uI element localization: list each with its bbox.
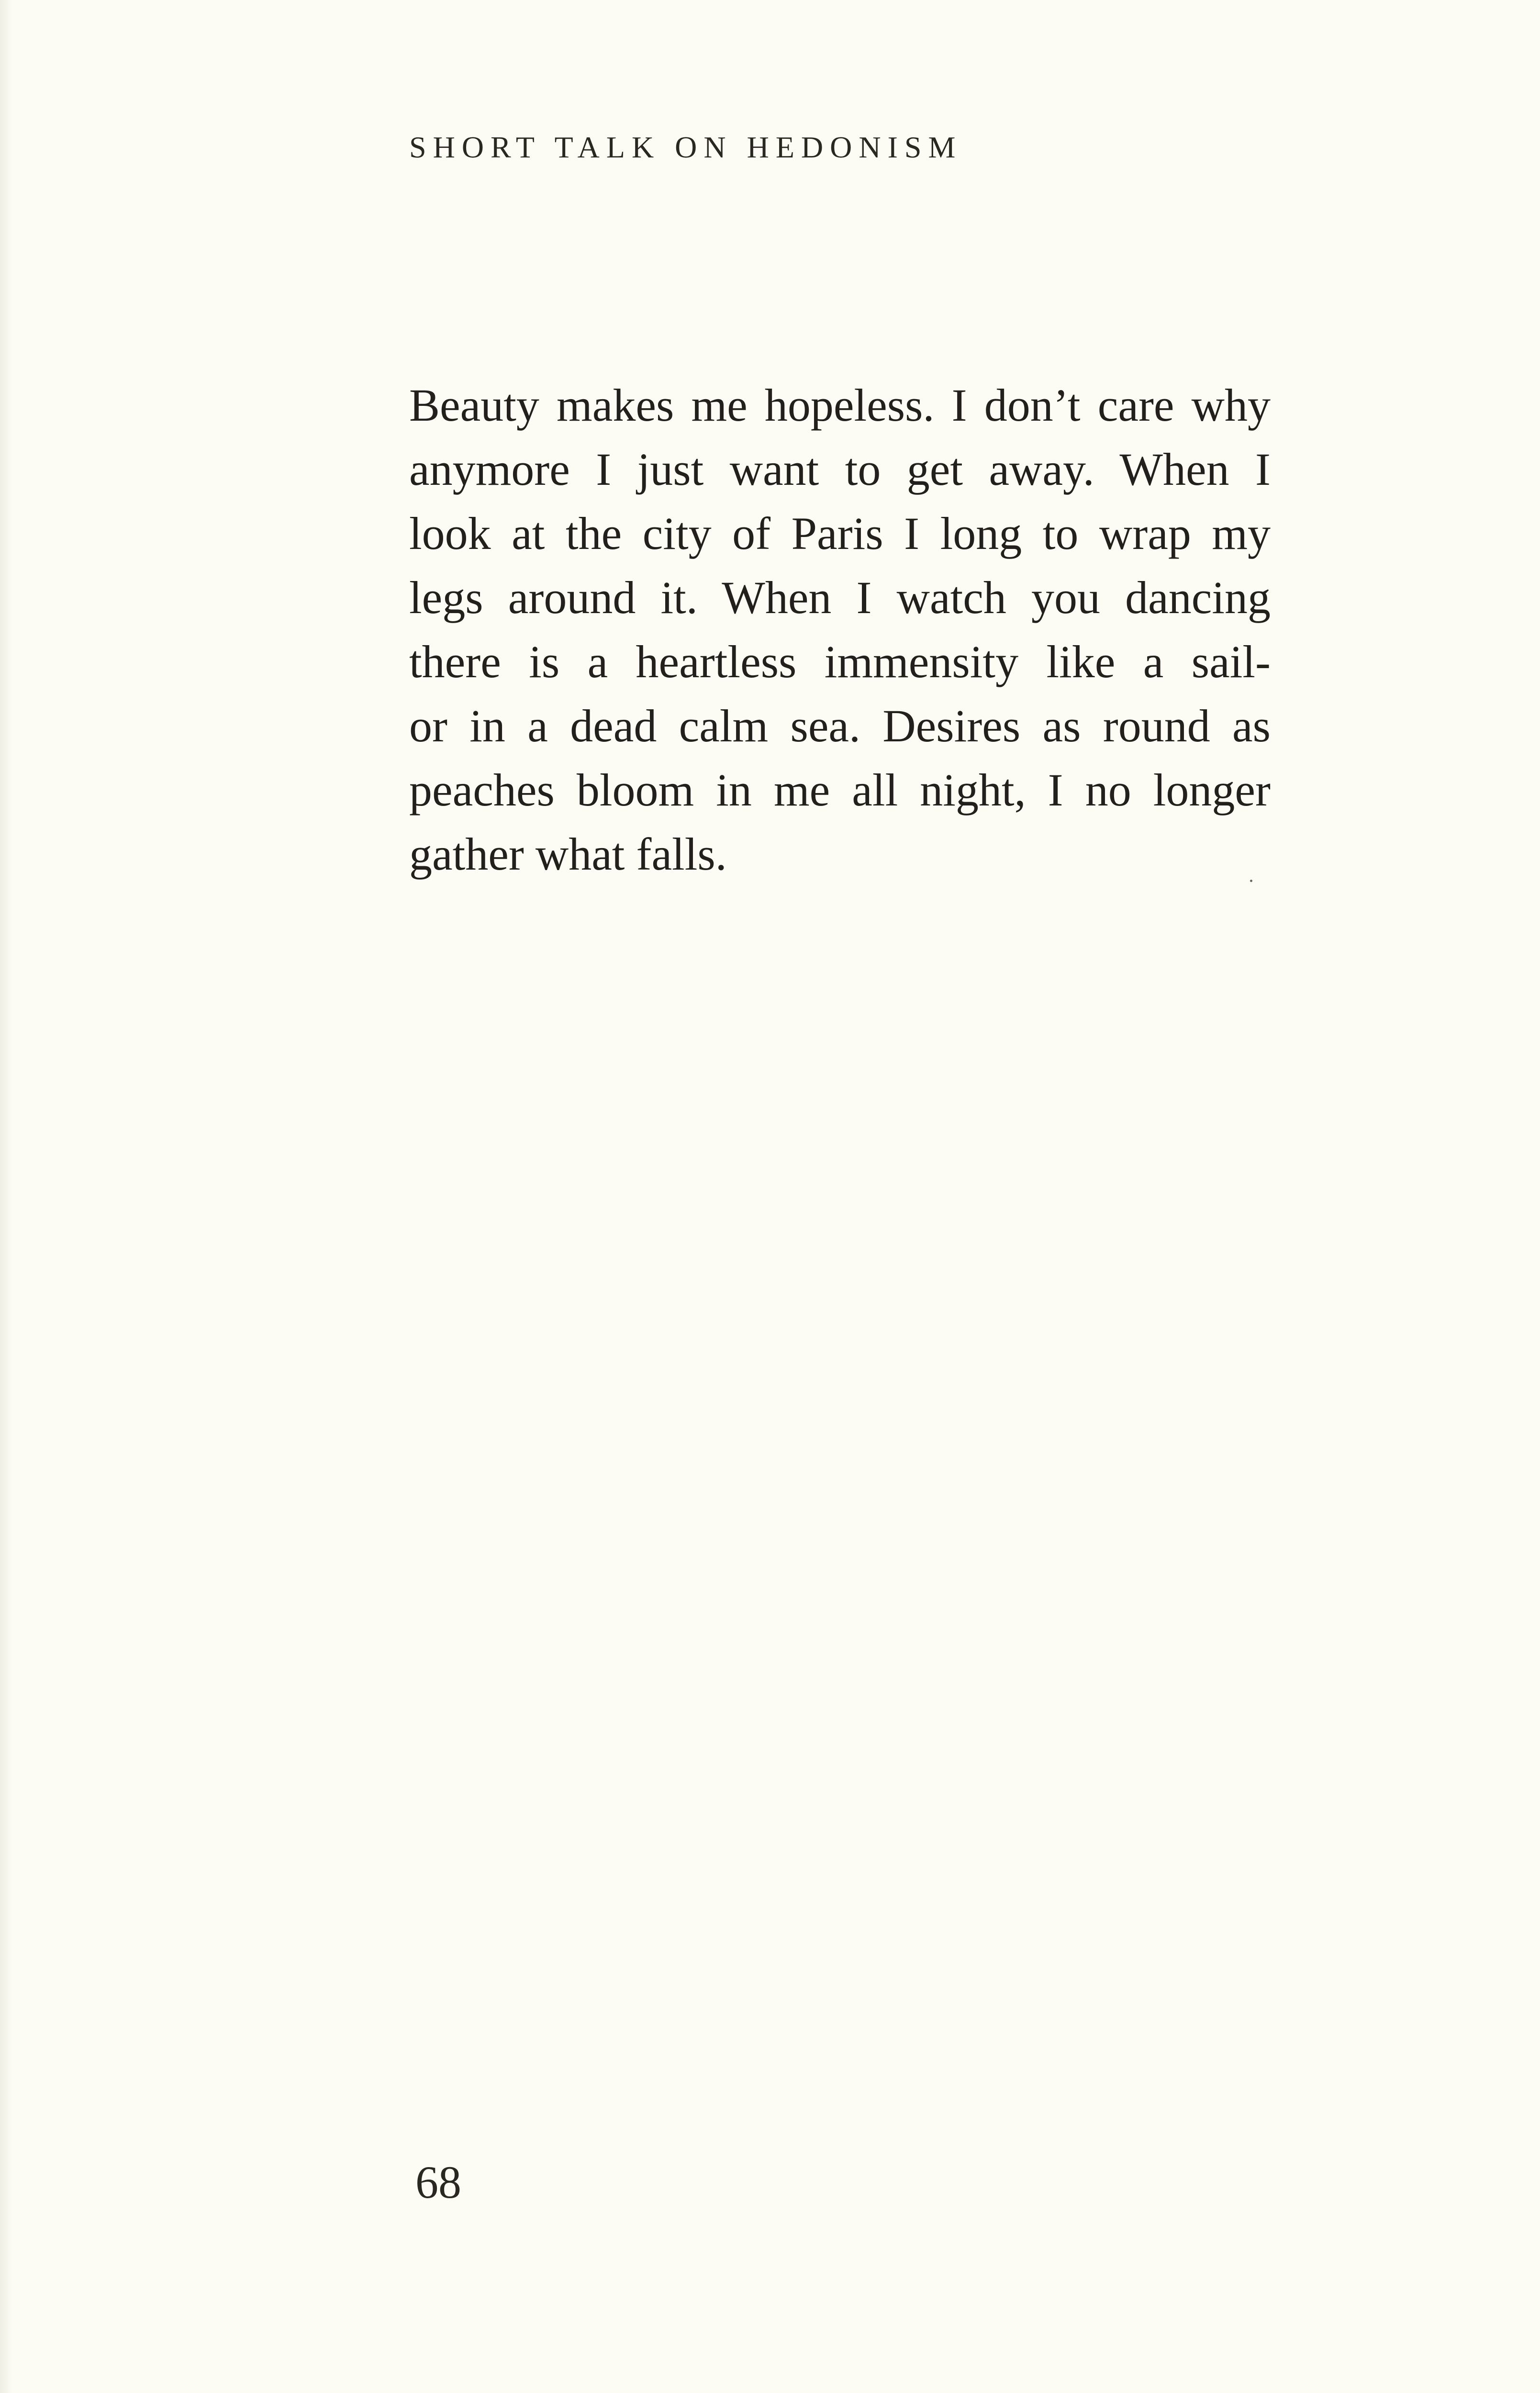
- body-line: legs around it. When I watch you dancing: [409, 572, 1271, 623]
- body-line: anymore I just want to get away. When I: [409, 444, 1271, 495]
- paper-speck: [1250, 880, 1252, 882]
- body-line: look at the city of Paris I long to wrap my: [409, 508, 1271, 559]
- body-line: peaches bloom in me all night, I no longer: [409, 764, 1271, 816]
- body-line: there is a heartless immensity like a sail-: [409, 636, 1271, 687]
- running-head: SHORT TALK ON HEDONISM: [409, 130, 962, 164]
- poem-body: [409, 373, 1271, 886]
- body-line: or in a dead calm sea. Desires as round as: [409, 700, 1271, 751]
- body-line: Beauty makes me hopeless. I don’t care why: [409, 380, 1271, 431]
- body-line: gather what falls.: [409, 828, 727, 880]
- page-number: 68: [415, 2157, 461, 2208]
- page-edge-shadow: [0, 0, 12, 2393]
